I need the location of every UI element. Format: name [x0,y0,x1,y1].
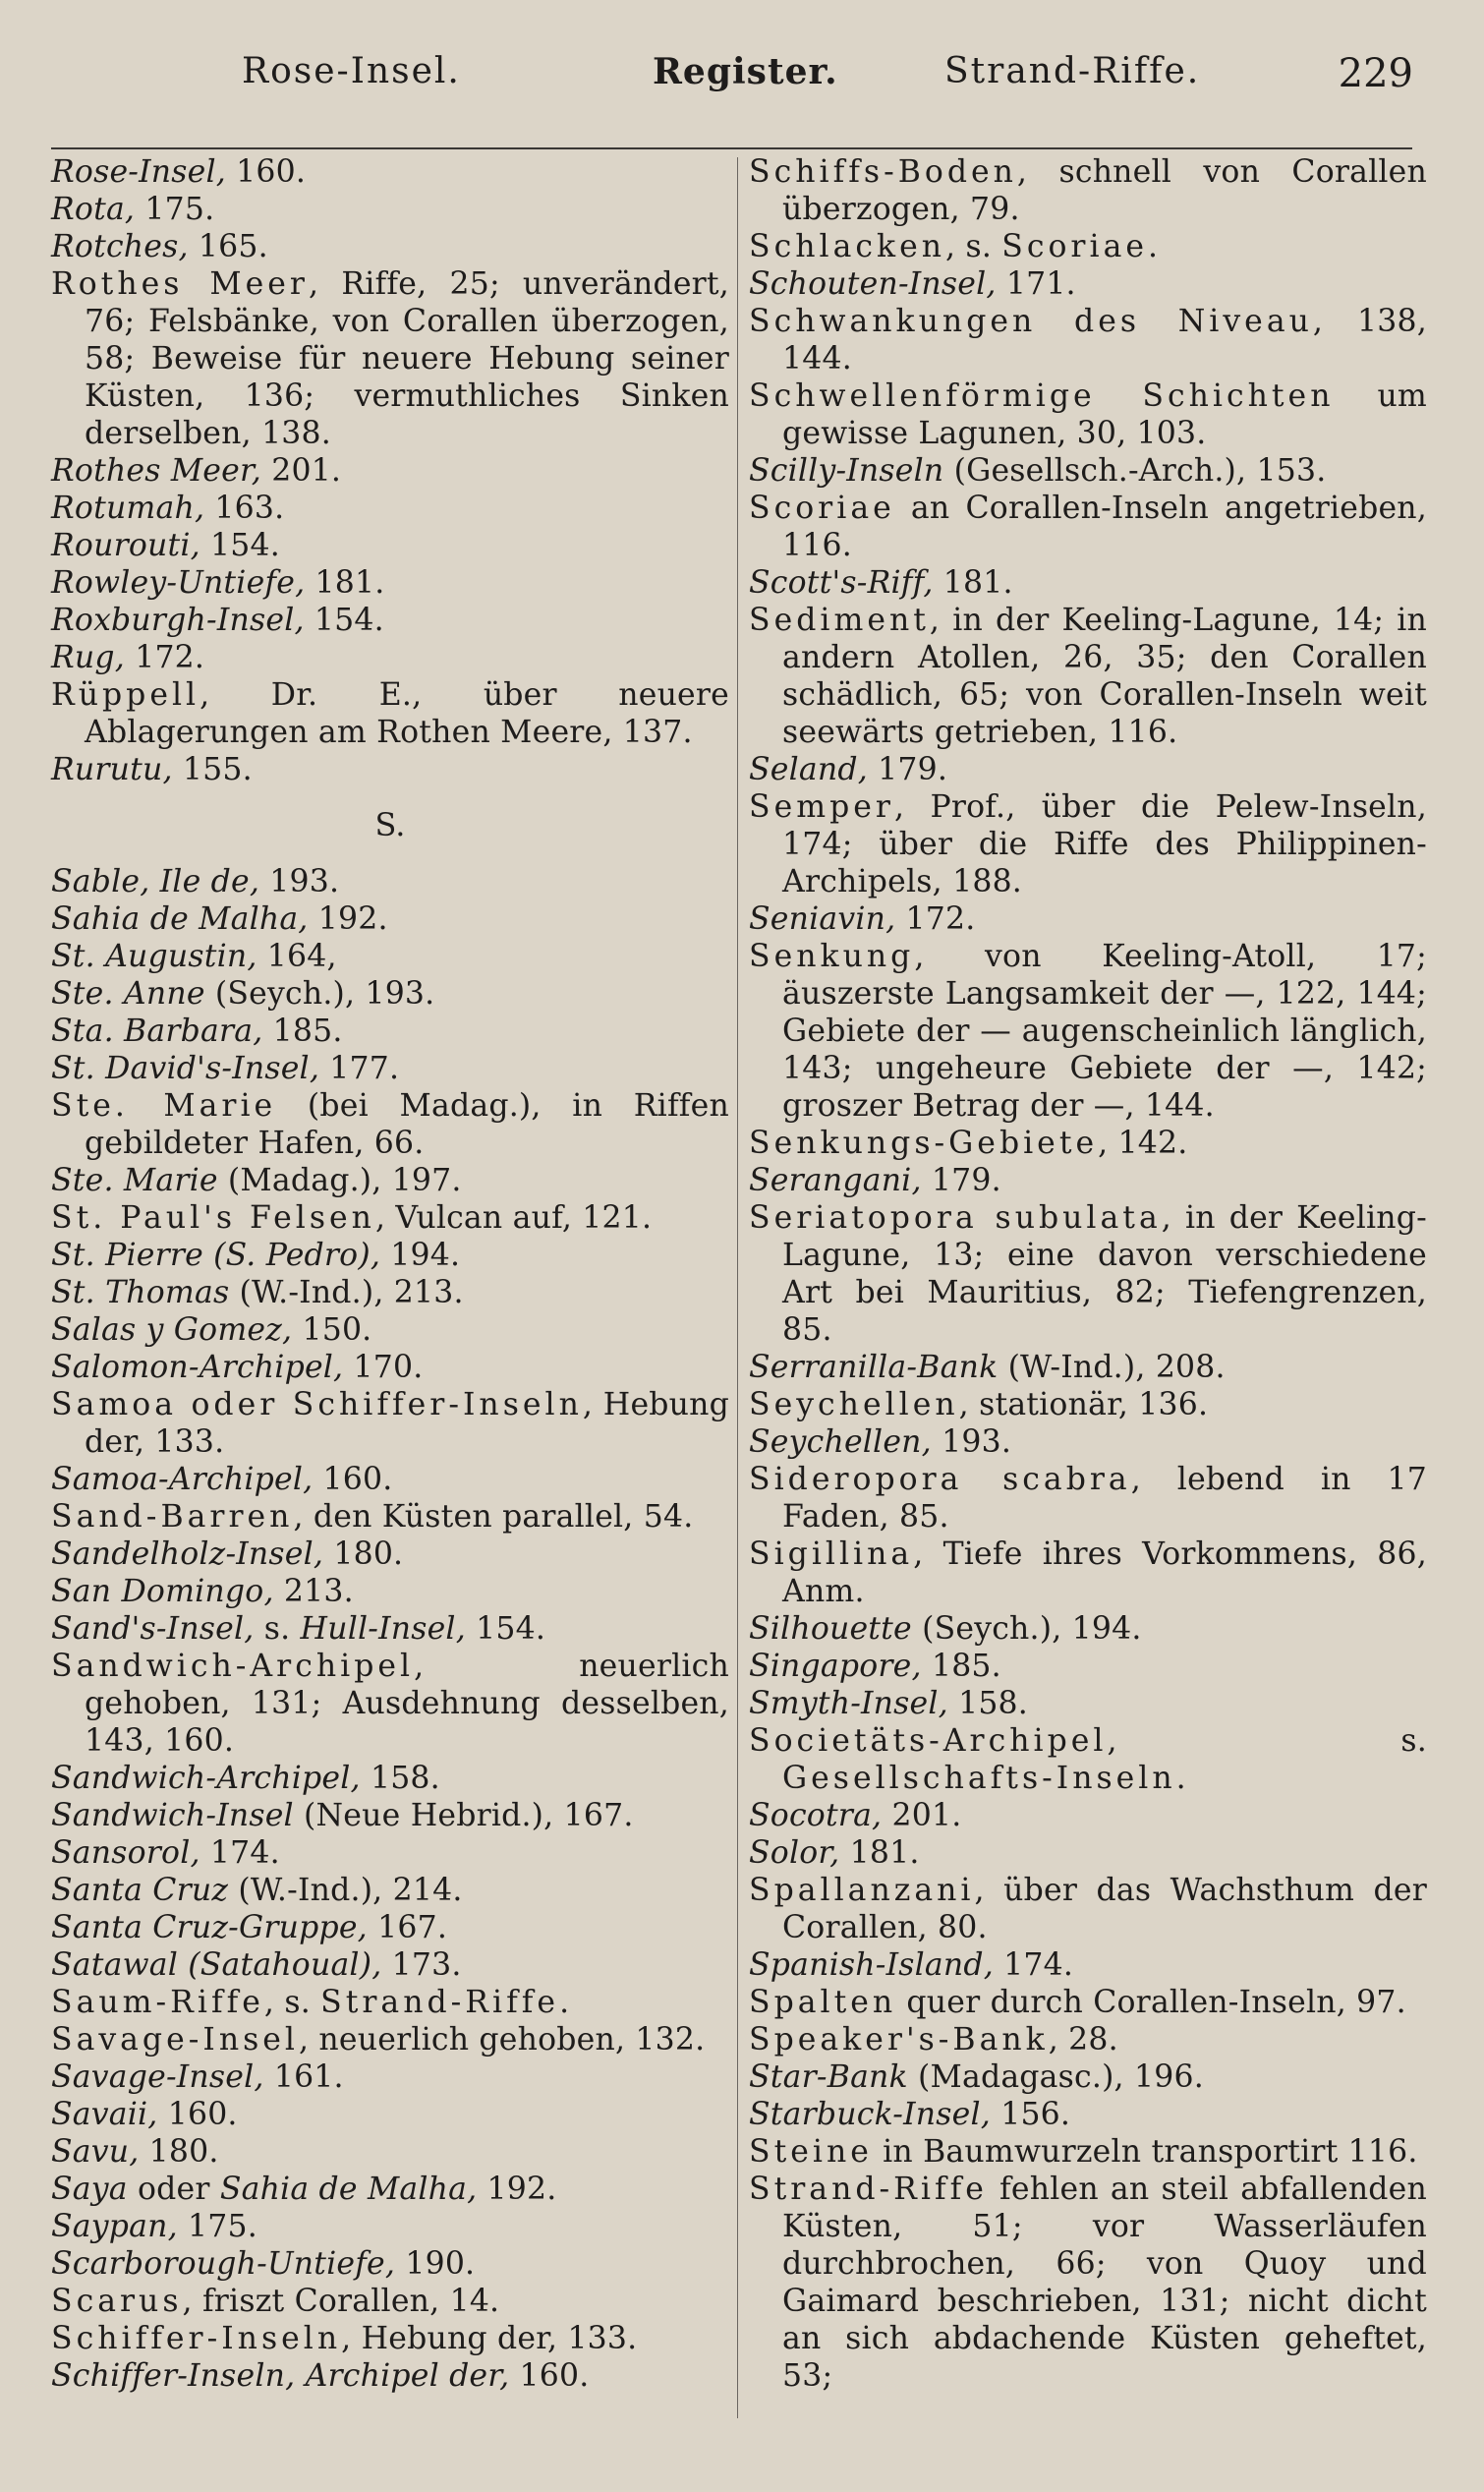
index-text: um gewisse Lagunen, 30, 103. [782,378,1427,451]
index-term: Scarus [51,2284,183,2319]
index-entry [749,1125,1427,1162]
index-entry [51,1984,729,2021]
index-text: , Vulcan auf, 121. [374,1200,653,1236]
index-text: , von Keeling-Atoll, 17; äuszerste Langsamkeit der —, 122, 144; Gebiete der — augenscheinlich länglich, 143; ungeheure Gebiete der —, 142; groszer Betrag der —, 144. [782,939,1427,1124]
index-text: 158. [360,1761,440,1796]
index-text: s. [254,1611,301,1647]
index-entry [51,1760,729,1797]
index-entry [51,1610,729,1648]
index-text: (Neue Hebrid.), 167. [293,1798,634,1833]
index-term: Sideropora scabra [749,1462,1131,1497]
index-term: Seychellen, [749,1424,932,1460]
index-text: , in der Keeling-Lagune, 13; eine davon verschiedene Art bei Mauritius, 82; Tiefengrenzen, 85. [782,1200,1427,1348]
index-entry [749,490,1427,564]
index-entry [51,2171,729,2208]
index-term: Serranilla-Bank [749,1350,999,1385]
index-entry [749,1797,1427,1834]
index-term: Starbuck-Insel, [749,2097,991,2132]
index-text: fehlen an steil abfallenden Küsten, 51; vor Wasserläufen durchbrochen, 66; von Quoy und Gaimard beschrieben, 131; nicht dicht an sich abdachende Küsten geheftet, 53; [782,2172,1427,2394]
index-text: 172. [124,640,205,675]
index-text: , Hebung der, 133. [85,1387,729,1460]
index-entry [749,1872,1427,1946]
index-term: Strand-Riffe [320,1985,560,2020]
index-term: Scott's-Riff, [749,565,934,601]
index-entry [749,564,1427,602]
index-term: Rota, [51,192,136,227]
index-entry [749,228,1427,265]
index-term: Hull-Insel, [300,1611,466,1647]
index-term: Sta. Barbara, [51,1014,263,1049]
index-term: Saypan, [51,2209,178,2244]
index-entry [749,377,1427,452]
index-text: (Seych.), 193. [204,976,435,1012]
index-text: , Prof., über die Pelew-Inseln, 174; über die Riffe des Philippinen-Archipels, 188. [782,789,1427,899]
header-rule [51,147,1412,149]
index-text: 192. [308,901,388,937]
index-text: , s. [1107,1723,1427,1759]
index-entry [749,1984,1427,2021]
index-entry [749,1386,1427,1423]
index-text: 160. [313,1462,393,1497]
index-entry [749,751,1427,788]
index-text: (bei Madag.), in Riffen gebildeter Hafen, 66. [85,1088,729,1161]
index-text: 193. [931,1424,1012,1460]
index-entry [51,676,729,751]
index-text: (W.-Ind.), 213. [229,1275,464,1310]
index-text: 177. [319,1051,400,1086]
index-term: Satawal (Satahoual), [51,1947,382,1983]
index-entry [749,1648,1427,1685]
index-text: , s. [263,1985,321,2020]
index-text: 185. [262,1014,343,1049]
index-entry [51,1087,729,1162]
index-entry [51,2245,729,2283]
index-entry [749,1199,1427,1349]
index-term: Rose-Insel, [51,154,226,190]
index-text: 179. [921,1163,1001,1198]
index-text: 175. [177,2209,257,2244]
index-entry [749,1685,1427,1722]
index-text: 180. [139,2134,219,2170]
index-entry [51,2320,729,2357]
index-column-left [51,153,729,2395]
index-text: , s. [945,229,1002,264]
index-term: Schwellenförmige Schichten [749,378,1335,414]
index-term: Schiffer-Inseln, Archipel der, [51,2358,510,2394]
index-entry [51,900,729,938]
index-text: 163. [204,491,285,526]
index-term: Santa Cruz-Gruppe, [51,1910,368,1945]
index-term: Singapore, [749,1649,922,1684]
index-term: Schwankungen des Niveau [749,304,1313,339]
index-entry [749,2133,1427,2171]
index-text: . [1175,1761,1186,1796]
column-divider [737,157,738,2418]
page-number: 229 [1338,51,1413,96]
index-text: 193. [259,864,340,899]
index-entry [51,1797,729,1834]
index-entry [51,1386,729,1461]
index-entry [749,2021,1427,2058]
index-text: 190. [395,2246,476,2282]
index-term: Sand's-Insel, [51,1611,255,1647]
index-term: Rowley-Untiefe, [51,565,306,601]
index-term: St. Thomas [51,1275,230,1310]
index-text: 201. [261,453,342,489]
index-text: (Madagasc.), 196. [907,2059,1204,2095]
index-term: Star-Bank [749,2059,908,2095]
index-term: Sahia de Malha, [51,901,309,937]
index-term: Rotches, [51,229,189,264]
index-text: , Riffe, 25; unverändert, 76; Felsbänke, von Corallen überzogen, 58; Beweise für neuere Hebung seiner Küsten, 136; vermuthliches Sinken derselben, 138. [85,266,729,451]
index-text: , schnell von Corallen überzogen, 79. [782,154,1427,227]
index-text: , lebend in 17 Faden, 85. [782,1462,1427,1535]
index-term: Saya [51,2172,128,2207]
index-text: 165. [188,229,268,264]
index-term: Rourouti, [51,528,200,563]
index-text: 192. [477,2172,557,2207]
index-term: Rug, [51,640,125,675]
index-text: 160. [509,2358,590,2394]
index-term: Schiffs-Boden [749,154,1017,190]
index-entry [51,639,729,676]
index-text: , neuerlich gehoben, 131; Ausdehnung desselben, 143, 160. [85,1649,729,1759]
index-entry [749,1834,1427,1872]
index-text: 150. [292,1312,372,1348]
index-entry [51,2208,729,2245]
index-term: Santa Cruz [51,1873,229,1908]
index-entry [51,1834,729,1872]
index-entry [51,2096,729,2133]
index-entry [51,602,729,639]
index-entry [749,452,1427,490]
index-term: Schiffer-Inseln [51,2321,342,2356]
index-text: (Madag.), 197. [217,1163,462,1198]
index-term: Scilly-Inseln [749,453,944,489]
index-term: Spallanzani [749,1873,975,1908]
index-entry [749,2096,1427,2133]
index-entry [51,938,729,975]
index-entry [51,527,729,564]
index-entry [51,2283,729,2320]
index-entry [51,1498,729,1536]
index-term: Socotra, [749,1798,883,1833]
index-entry [51,2357,729,2395]
index-entry [51,1013,729,1050]
index-entry [51,1946,729,1984]
index-term: Spalten [749,1985,897,2020]
index-entry [51,153,729,191]
index-column-right [749,153,1427,2395]
index-entry [51,2058,729,2096]
index-text: , Tiefe ihres Vorkommens, 86, Anm. [782,1536,1427,1609]
index-term: Savaii, [51,2097,158,2132]
index-entry [749,1349,1427,1386]
index-text: 158. [947,1686,1029,1721]
index-text: 161. [263,2059,344,2095]
index-entry [749,1610,1427,1648]
index-term: Societäts-Archipel [749,1723,1108,1759]
index-text: 201. [882,1798,962,1833]
index-text: (W-Ind.), 208. [998,1350,1226,1385]
index-text: 154. [465,1611,546,1647]
index-term: Savage-Insel, [51,2059,264,2095]
index-entry [51,1648,729,1760]
index-entry [749,1162,1427,1199]
index-entry [51,490,729,527]
index-text: 167. [367,1910,448,1945]
index-entry [749,303,1427,377]
index-text: 174. [993,1947,1074,1983]
index-entry [749,2058,1427,2096]
index-text: 213. [273,1574,354,1609]
index-entry [51,1872,729,1909]
index-text: 155. [172,752,253,787]
index-entry [51,191,729,228]
header-right-keyword: Strand-Riffe. [944,51,1201,91]
index-entry [749,2171,1427,2395]
index-entry [749,265,1427,303]
index-term: Seriatopora subulata [749,1200,1162,1236]
index-term: Sable, Ile de, [51,864,260,899]
index-text: , 142. [1098,1126,1188,1161]
index-term: Steine [749,2134,873,2170]
index-term: Sigillina [749,1536,914,1572]
index-text: in Baumwurzeln transportirt 116. [872,2134,1418,2170]
index-term: Savage-Insel [51,2022,299,2057]
index-term: St. Paul's Felsen [51,1200,375,1236]
index-term: Serangani, [749,1163,922,1198]
index-entry [749,788,1427,900]
index-term: Strand-Riffe [749,2172,988,2207]
index-term: Seychellen [749,1387,959,1422]
index-term: Silhouette [749,1611,912,1647]
index-term: Solor, [749,1835,840,1871]
index-term: Speaker's-Bank [749,2022,1049,2057]
index-text: 164, [257,939,337,974]
index-term: Rurutu, [51,752,173,787]
header-section-title: Register. [653,51,838,92]
index-text: 154. [200,528,280,563]
index-entry [51,1909,729,1946]
index-entry [51,1237,729,1274]
index-entry [51,975,729,1013]
index-text: 181. [933,565,1013,601]
index-term: Sand-Barren [51,1499,294,1535]
index-text: , in der Keeling-Lagune, 14; in andern Atollen, 26, 35; den Corallen schädlich, 65; von Corallen-Inseln weit seewärts getrieben, 116. [782,603,1427,750]
index-entry [749,1536,1427,1610]
index-entry [749,1946,1427,1984]
index-text: , den Küsten parallel, 54. [293,1499,694,1535]
index-term: Ste. Marie [51,1088,277,1124]
index-term: Spanish-Island, [749,1947,994,1983]
index-term: Roxburgh-Insel, [51,603,305,638]
index-text: oder [127,2172,220,2207]
index-entry [749,602,1427,751]
index-term: Schouten-Insel, [749,266,997,302]
index-text: , 138, 144. [782,304,1427,377]
index-text: 194. [380,1238,461,1273]
index-term: St. David's-Insel, [51,1051,320,1086]
index-text: , stationär, 136. [958,1387,1209,1422]
index-entry [51,1274,729,1311]
index-text: 175. [135,192,215,227]
index-term: San Domingo, [51,1574,274,1609]
index-text: 170. [343,1350,424,1385]
index-term: Schlacken [749,229,946,264]
index-entry [51,1573,729,1610]
index-text: 174. [200,1835,280,1871]
index-entry [51,265,729,452]
index-term: Saum-Riffe [51,1985,264,2020]
index-text: 179. [867,752,948,787]
index-entry [51,1050,729,1087]
index-entry [51,1536,729,1573]
index-text: 185. [921,1649,1001,1684]
index-term: Ste. Marie [51,1163,218,1198]
index-term: Sediment [749,603,930,638]
index-term: Senkungs-Gebiete [749,1126,1099,1161]
index-term: Smyth-Insel, [749,1686,948,1721]
index-term: Salas y Gomez, [51,1312,293,1348]
index-text: , über das Wachsthum der Corallen, 80. [782,1873,1427,1945]
index-term: Gesellschafts-Inseln [782,1761,1176,1796]
index-entry [749,1461,1427,1536]
index-term: Scarborough-Untiefe, [51,2246,396,2282]
index-entry [51,751,729,788]
index-text: 171. [996,266,1076,302]
index-term: Rotumah, [51,491,205,526]
index-text: (W.-Ind.), 214. [228,1873,463,1908]
index-entry [51,2021,729,2058]
index-text: (Gesellsch.-Arch.), 153. [943,453,1327,489]
index-text: 160. [225,154,307,190]
index-term: Sandelholz-Insel, [51,1536,324,1572]
index-term: Rüppell [51,677,200,713]
index-text: , 28. [1048,2022,1118,2057]
index-text: 180. [323,1536,404,1572]
index-text: 156. [990,2097,1071,2132]
index-term: Seniavin, [749,901,896,937]
index-text: 181. [839,1835,920,1871]
index-entry [51,1199,729,1237]
index-text: 181. [305,565,385,601]
index-entry [51,2133,729,2171]
index-term: Sahia de Malha, [219,2172,478,2207]
index-text: . [1148,229,1159,264]
index-text: , Dr. E., über neuere Ablagerungen am Rothen Meere, 137. [85,677,729,750]
index-term: Sandwich-Archipel [51,1649,415,1684]
index-entry [749,938,1427,1125]
index-term: Ste. Anne [51,976,205,1012]
index-entry [749,1722,1427,1797]
index-term: Samoa-Archipel, [51,1462,314,1497]
section-heading: S. [374,806,406,843]
index-text: 173. [381,1947,462,1983]
index-entry [51,564,729,602]
index-entry [51,1349,729,1386]
header-left-keyword: Rose-Insel. [242,51,461,91]
index-text: , friszt Corallen, 14. [182,2284,500,2319]
index-entry [749,153,1427,228]
index-term: Savu, [51,2134,140,2170]
index-text: . [559,1985,570,2020]
index-term: Senkung [749,939,915,974]
index-text: , neuerlich gehoben, 132. [299,2022,706,2057]
index-text: an Corallen-Inseln angetrieben, 116. [782,491,1427,563]
index-term: Rothes Meer, [51,453,261,489]
index-term: St. Pierre (S. Pedro), [51,1238,381,1273]
index-entry [749,900,1427,938]
index-text: 160. [157,2097,238,2132]
index-entry [51,1162,729,1199]
index-term: Seland, [749,752,868,787]
index-entry [51,1311,729,1349]
index-term: Salomon-Archipel, [51,1350,344,1385]
index-text: quer durch Corallen-Inseln, 97. [896,1985,1406,2020]
index-entry [51,452,729,490]
index-term: St. Augustin, [51,939,257,974]
index-entry [51,228,729,265]
running-header [55,41,1431,100]
index-text: (Seych.), 194. [911,1611,1142,1647]
index-entry [749,1423,1427,1461]
index-term: Rothes Meer [51,266,309,302]
index-text: , Hebung der, 133. [341,2321,638,2356]
index-term: Sansorol, [51,1835,200,1871]
index-entry [51,863,729,900]
index-term: Sandwich-Archipel, [51,1761,361,1796]
index-text: 172. [895,901,976,937]
index-term: Semper [749,789,894,825]
index-term: Scoriae [1001,229,1148,264]
index-text: 154. [304,603,384,638]
index-entry [51,1461,729,1498]
index-term: Samoa oder Schiffer-Inseln [51,1387,583,1422]
index-term: Sandwich-Insel [51,1798,294,1833]
index-term: Scoriae [749,491,895,526]
